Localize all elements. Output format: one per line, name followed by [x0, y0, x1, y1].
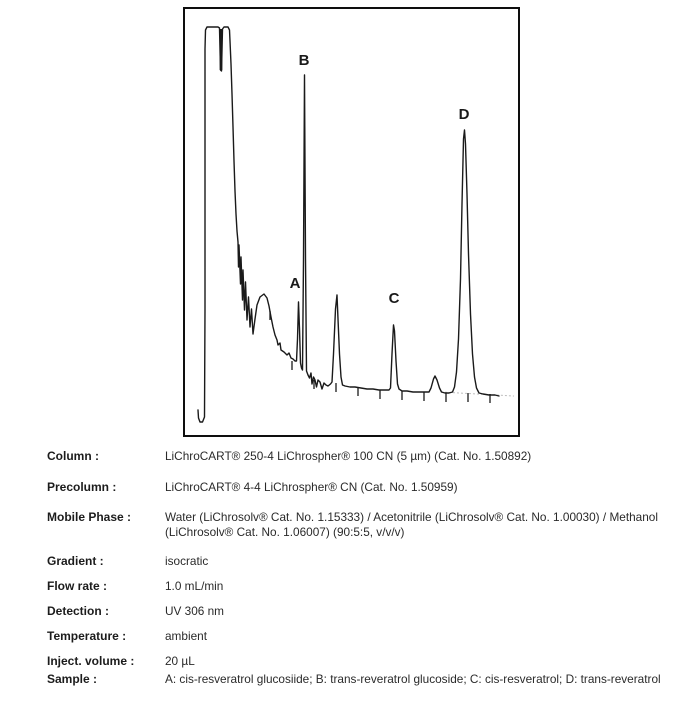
param-value: UV 306 nm [165, 604, 225, 618]
param-label: Gradient : [47, 554, 104, 568]
param-label: Temperature : [47, 629, 127, 643]
param-label: Column : [47, 449, 99, 463]
param-row-temperature [47, 629, 663, 644]
peak-label-D: D [458, 106, 470, 123]
param-value: Water (LiChrosolv® Cat. No. 1.15333) / Acetonitrile (LiChrosolv® Cat. No. 1.00030) / Methanol (LiChrosolv® Cat. No. 1.06007) (90:5:5, v/v/v) [165, 510, 658, 539]
param-value: LiChroCART® 4-4 LiChrospher® CN (Cat. No. 1.50959) [165, 480, 458, 494]
param-row-gradient [47, 554, 663, 569]
param-value: 20 µL [165, 654, 195, 668]
param-row-mobile-phase [47, 510, 663, 540]
param-value: 1.0 mL/min [165, 579, 224, 593]
param-value: LiChroCART® 250-4 LiChrospher® 100 CN (5 µm) (Cat. No. 1.50892) [165, 449, 532, 463]
param-value: ambient [165, 629, 207, 643]
param-label: Precolumn : [47, 480, 117, 494]
param-row-inject-volume [47, 654, 663, 669]
param-row-flow-rate [47, 579, 663, 594]
param-label: Sample : [47, 672, 98, 686]
chromatogram-figure [183, 7, 520, 437]
chromatogram-trace [198, 27, 499, 422]
peak-label-B: B [298, 52, 310, 69]
param-row-precolumn [47, 480, 663, 495]
param-label: Detection : [47, 604, 110, 618]
param-label: Inject. volume : [47, 654, 135, 668]
chromatogram-plot [185, 9, 518, 435]
param-value: isocratic [165, 554, 209, 568]
param-label: Flow rate : [47, 579, 108, 593]
param-row-detection [47, 604, 663, 619]
param-row-column [47, 449, 663, 464]
param-label: Mobile Phase : [47, 510, 132, 524]
param-value: A: cis-resveratrol glucosiide; B: trans-reveratrol glucoside; C: cis-resveratrol; D: trans-reveratrol [165, 672, 661, 686]
param-row-sample [47, 672, 663, 687]
peak-label-A: A [289, 275, 301, 292]
peak-label-C: C [388, 290, 400, 307]
